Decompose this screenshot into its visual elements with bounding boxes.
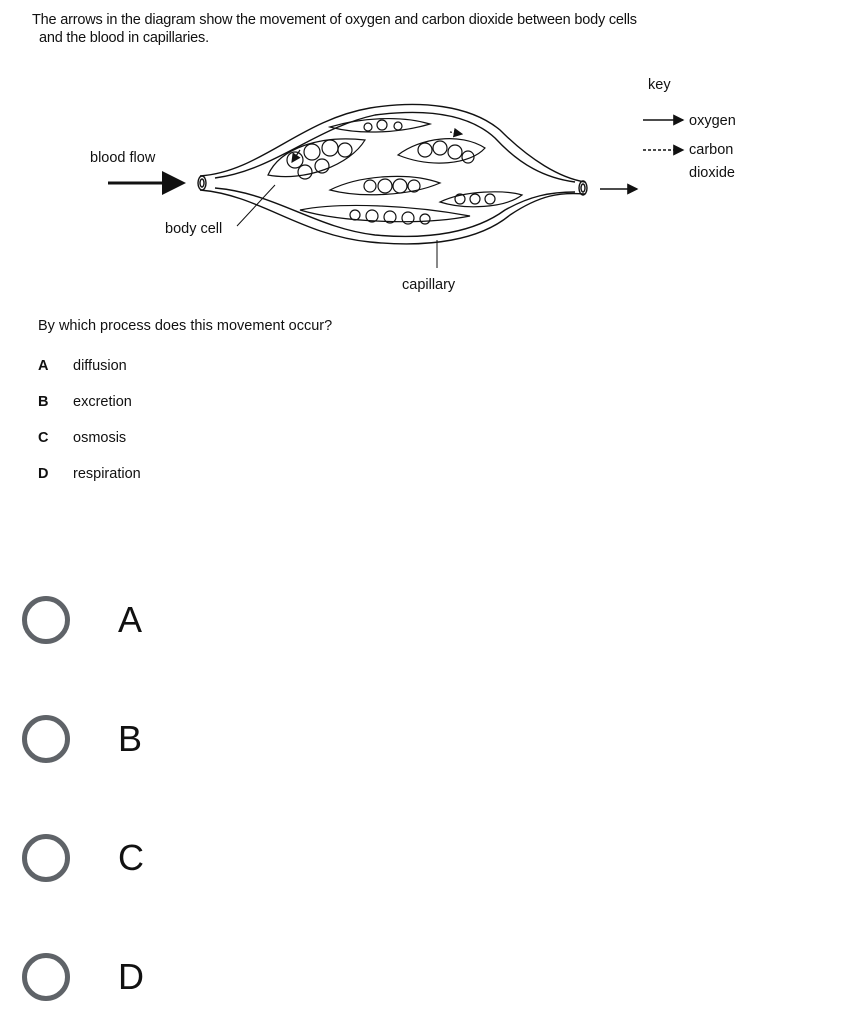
answer-label-b[interactable]: B [118,717,143,759]
capillary-label: capillary [402,277,456,293]
key-co2-line2: dioxide [689,165,735,181]
option-letter: C [38,430,49,446]
answer-choice-b[interactable] [22,679,144,798]
answer-label-d[interactable]: D [118,955,144,997]
option-b [38,394,141,430]
question-intro [32,11,832,47]
option-text: excretion [73,394,132,410]
intro-line-1: The arrows in the diagram show the movement of oxygen and carbon dioxide between body cells [32,12,637,28]
question-image [0,0,848,500]
capillary-diagram [0,60,848,310]
option-text: diffusion [73,358,127,374]
option-letter: D [38,466,49,482]
option-list [38,358,141,502]
option-c [38,430,141,466]
option-letter: B [38,394,49,410]
option-letter: A [38,358,49,374]
answer-choices [22,560,144,1036]
option-text: osmosis [73,430,127,446]
radio-button-d[interactable] [22,953,70,1001]
blood-flow-label: blood flow [90,150,156,166]
key-oxygen: oxygen [689,113,736,129]
intro-line-2: and the blood in capillaries. [39,30,209,46]
answer-choice-c[interactable] [22,798,144,917]
co2-movement-arrow-icon [450,132,462,134]
radio-button-b[interactable] [22,715,70,763]
radio-button-c[interactable] [22,834,70,882]
answer-choice-d[interactable] [22,917,144,1036]
option-d [38,466,141,502]
answer-label-c[interactable]: C [118,836,144,878]
body-cell-leader [237,185,275,226]
option-text: respiration [73,466,141,482]
key-title: key [648,77,671,93]
option-a [38,358,141,394]
answer-label-a[interactable]: A [118,598,143,640]
question-prompt: By which process does this movement occur? [38,318,333,334]
answer-choice-a[interactable] [22,560,144,679]
body-cells [268,119,522,224]
radio-button-a[interactable] [22,596,70,644]
body-cell-label: body cell [165,221,223,237]
key-co2-line1: carbon [689,142,734,158]
